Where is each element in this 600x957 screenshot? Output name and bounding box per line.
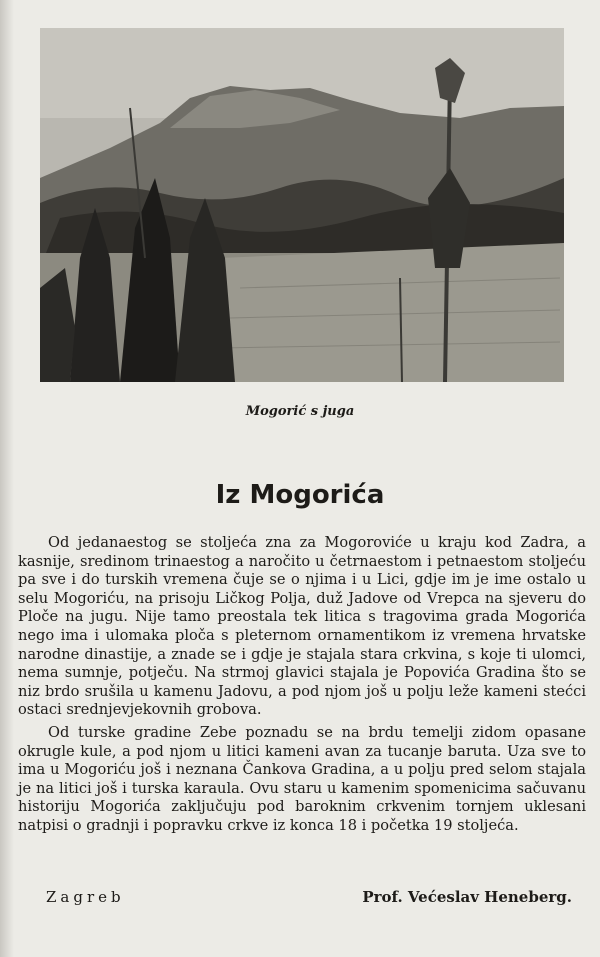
article-body — [18, 534, 586, 836]
article-title: Iz Mogorića — [215, 480, 385, 510]
author-name: Prof. Većeslav Heneberg. — [362, 888, 572, 906]
paragraph: Od jedanaestog se stoljeća zna za Mogoroviće u kraju kod Zadra, a kasnije, sredinom trinaestog a naročito u četrnaestom i petnaestom stoljeću pa sve i do turskih vremena čuje se o njima i u Lici, gdje im je ime ostalo u selu Mogoriću, na prisoju Ličkog Polja, duž Jadove od Vrepca na sjeveru do Ploče na jugu. Nije tamo preostala tek litica s tragovima grada Mogorića nego ima i ulomaka ploča s pleternom ornamentikom iz vremena hrvatske narodne dinastije, a znade se i gdje je stajala stara crkvina, s koje ti ulomci, nema sumnje, potječu. Na strmoj glavici stajala je Popovića Gradina što se niz brdo srušila u kamenu Jadovu, a pod njom još u polju leže kameni stećci ostaci srednjevjekovnih grobova. — [18, 534, 586, 719]
photo-caption: Mogorić s juga — [245, 404, 355, 419]
paragraph: Od turske gradine Zebe poznadu se na brdu temelji zidom opasane okrugle kule, a pod njom u litici kameni avan za tucanje baruta. Uza sve to ima u Mogoriću još i neznana Čankova Gradina, a u polju pred selom stajala je na litici još i turska karaula. Ovu staru u kamenim spomenicima sačuvanu historiju Mogorića zaključuju pod baroknim crkvenim tornjem uklesani natpisi o gradnji i popravku crkve iz konca 18 i početka 19 stoljeća. — [18, 723, 586, 834]
place-name: Zagreb — [46, 888, 125, 906]
page-edge-shadow — [0, 0, 14, 957]
landscape-photo — [40, 28, 564, 382]
signature-line — [46, 888, 572, 906]
